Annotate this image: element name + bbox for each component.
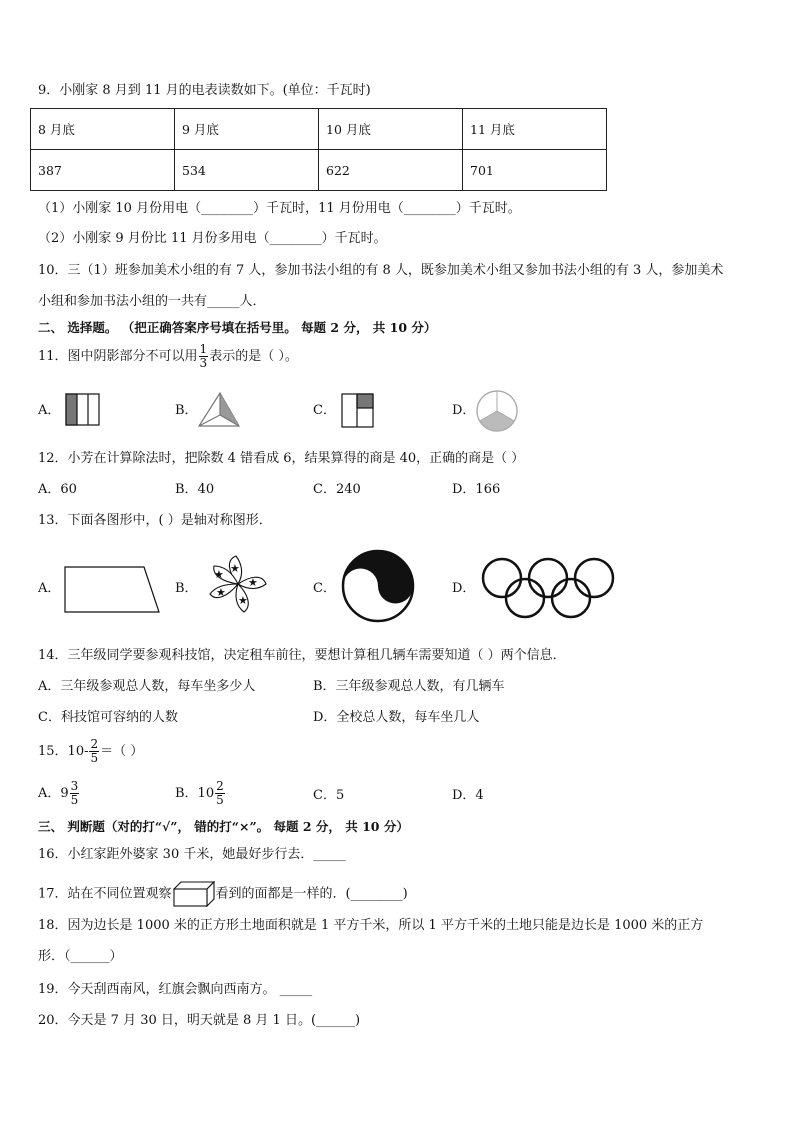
q12-text: 12．小芳在计算除法时，把除数 4 错看成 6，结果算得的商是 40，正确的商是（ ） [38,451,525,466]
table-cell: 534 [175,150,319,191]
q12-option-d: D．166 [452,482,501,497]
q10-line2: 小组和参加书法小组的一共有_____人． [38,294,266,309]
q14-option-a: A．三年级参观总人数，每车坐多少人 [38,679,256,694]
fraction [215,780,225,807]
svg-text:★: ★ [238,594,248,607]
q15-text [38,738,143,765]
q12-option-b: B．40 [175,482,215,497]
q9-text: 9．小刚家 8 月到 11 月的电表读数如下。(单位：千瓦时) [38,83,371,98]
q18-line1: 18．因为边长是 1000 米的正方形土地面积就是 1 平方千米，所以 1 平方千米的土地只能是边长是 1000 米的正方 [38,918,704,933]
q12-option-a: A．60 [38,482,77,497]
svg-text:★: ★ [216,586,226,599]
q17-pre: 17．站在不同位置观察 [38,886,172,902]
shaded-square-figure [340,392,376,430]
table-cell: 622 [319,150,463,191]
q19-text: 19．今天刮西南风，红旗会飘向西南方。 _____ [38,982,313,997]
meter-table [30,108,607,191]
parallelogram-figure [62,564,162,614]
q13-label-a: A． [38,581,61,596]
frac-num: 2 [216,779,224,793]
q11-label-a: A． [38,403,61,418]
cuboid-icon [173,881,215,907]
shaded-rectangle-figure [64,392,102,428]
q11-label-b: B． [175,403,198,418]
svg-text:★: ★ [230,562,240,575]
q15-option-d: D．4 [452,788,484,803]
q15-a-label: A．9 [38,786,69,801]
q14-option-c: C．科技馆可容纳的人数 [38,710,178,725]
table-cell: 387 [31,150,175,191]
q11-label-c: C． [313,403,336,418]
q11-text [38,343,298,370]
section2-heading: 二、 选择题。 （把正确答案序号填在括号里。 每题 2 分， 共 10 分） [38,320,437,335]
q9-sub1: （1）小刚家 10 月份用电（________）千瓦时，11 月份用电（________）千瓦时。 [38,201,521,216]
q17-text [38,881,408,907]
q11-post: 表示的是（ ）。 [209,349,298,364]
q13-label-b: B． [175,581,198,596]
q11-label-d: D． [452,403,476,418]
fraction [70,780,80,807]
q16-text: 16．小红家距外婆家 30 千米，她最好步行去．_____ [38,847,346,862]
frac-num: 2 [90,737,99,751]
q18-line2: 形．（______） [38,949,123,964]
q9-sub2: （2）小刚家 9 月份比 11 月份多用电（________）千瓦时。 [38,231,387,246]
frac-den: 3 [199,356,208,370]
table-header: 10 月底 [319,109,463,150]
q12-option-c: C．240 [313,482,361,497]
table-header: 11 月底 [463,109,607,150]
frac-den: 5 [216,793,224,807]
bauhinia-flower-icon [198,554,278,616]
q15-pre: 15．10- [38,744,89,759]
q20-text: 20．今天是 7 月 30 日，明天就是 8 月 1 日。(______) [38,1013,361,1028]
section3-heading: 三、 判断题（对的打“√”， 错的打“×”。 每题 2 分， 共 10 分） [38,819,409,834]
svg-text:★: ★ [248,576,258,589]
q15-option-a [38,780,80,807]
table-header: 8 月底 [31,109,175,150]
q14-option-b: B．三年级参观总人数，有几辆车 [313,679,505,694]
q14-option-d: D．全校总人数，每车坐几人 [313,710,480,725]
yin-yang-icon [340,548,416,624]
q15-b-label: B．10 [175,786,215,801]
frac-den: 5 [70,793,79,807]
svg-text:★: ★ [214,568,224,581]
q15-option-b [175,780,226,807]
table-header: 9 月底 [175,109,319,150]
q13-text: 13．下面各图形中，( ）是轴对称图形． [38,513,272,528]
q13-label-c: C． [313,581,336,596]
fraction [89,738,99,765]
fraction [199,343,209,370]
frac-num: 1 [199,342,208,356]
shaded-triangle-figure [196,390,242,430]
q17-post: 看到的面都是一样的．(________) [215,886,408,902]
table-cell: 701 [463,150,607,191]
frac-num: 3 [70,779,79,793]
frac-den: 5 [90,751,99,765]
q15-option-c: C．5 [313,788,345,803]
q14-text: 14．三年级同学要参观科技馆，决定租车前往，要想计算租几辆车需要知道（ ）两个信息． [38,648,566,663]
q10-line1: 10．三（1）班参加美术小组的有 7 人，参加书法小组的有 8 人，既参加美术小组又参加书法小组的有 3 人，参加美术 [38,263,724,278]
q13-label-d: D． [452,581,476,596]
olympic-rings-icon [480,556,616,620]
q15-post: ＝（ ） [100,744,144,759]
q11-pre: 11．图中阴影部分不可以用 [38,349,198,364]
shaded-circle-figure [474,388,520,434]
